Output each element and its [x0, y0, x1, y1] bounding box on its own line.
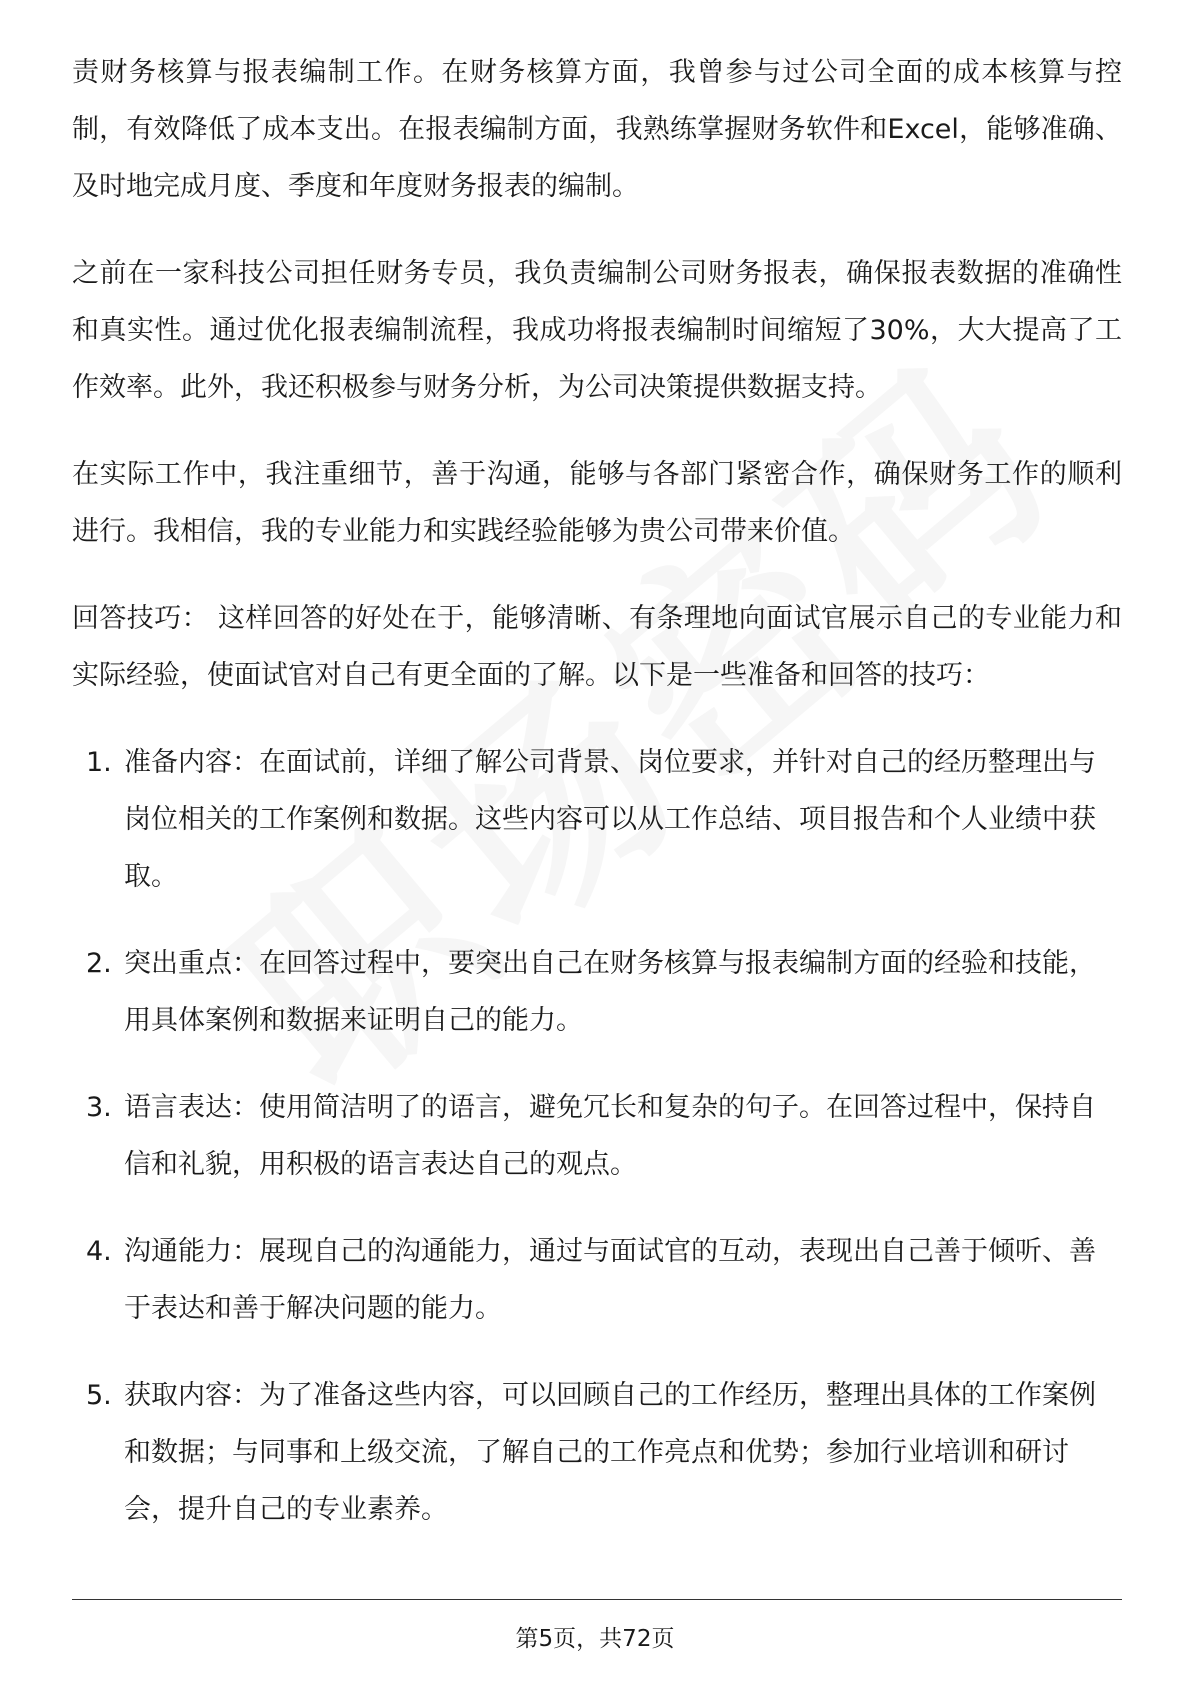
list-item-number: 3.	[86, 1092, 112, 1123]
list-item	[72, 935, 1122, 1049]
list-item-text: 沟通能力：展现自己的沟通能力，通过与面试官的互动，表现出自己善于倾听、善于表达和善于解决问题的能力。	[124, 1236, 1096, 1324]
list-item-number: 4.	[86, 1236, 112, 1267]
list-item	[72, 1367, 1122, 1538]
paragraph-1: 责财务核算与报表编制工作。在财务核算方面，我曾参与过公司全面的成本核算与控制，有效降低了成本支出。在报表编制方面，我熟练掌握财务软件和Excel，能够准确、及时地完成月度、季度和年度财务报表的编制。	[72, 57, 1122, 202]
list-item-text: 准备内容：在面试前，详细了解公司背景、岗位要求，并针对自己的经历整理出与岗位相关的工作案例和数据。这些内容可以从工作总结、项目报告和个人业绩中获取。	[124, 747, 1096, 892]
list-item	[72, 1079, 1122, 1193]
tips-list	[72, 734, 1122, 1538]
list-item-number: 1.	[86, 747, 112, 778]
list-item-text: 获取内容：为了准备这些内容，可以回顾自己的工作经历，整理出具体的工作案例和数据；与同事和上级交流，了解自己的工作亮点和优势；参加行业培训和研讨会，提升自己的专业素养。	[124, 1380, 1096, 1525]
list-item-text: 语言表达：使用简洁明了的语言，避免冗长和复杂的句子。在回答过程中，保持自信和礼貌，用积极的语言表达自己的观点。	[124, 1092, 1096, 1180]
paragraph-2: 之前在一家科技公司担任财务专员，我负责编制公司财务报表，确保报表数据的准确性和真实性。通过优化报表编制流程，我成功将报表编制时间缩短了30%，大大提高了工作效率。此外，我还积极参与财务分析，为公司决策提供数据支持。	[72, 258, 1122, 403]
page-number: 第5页，共72页	[515, 1626, 675, 1652]
page-content	[72, 44, 1122, 1568]
list-item	[72, 1223, 1122, 1337]
list-item-text: 突出重点：在回答过程中，要突出自己在财务核算与报表编制方面的经验和技能，用具体案例和数据来证明自己的能力。	[124, 948, 1096, 1036]
list-item	[72, 734, 1122, 905]
list-item-number: 2.	[86, 948, 112, 979]
answer-tips-paragraph: 回答技巧： 这样回答的好处在于，能够清晰、有条理地向面试官展示自己的专业能力和实际经验，使面试官对自己有更全面的了解。以下是一些准备和回答的技巧：	[72, 603, 1122, 691]
footer-divider	[72, 1599, 1122, 1600]
list-item-number: 5.	[86, 1380, 112, 1411]
paragraph-3: 在实际工作中，我注重细节，善于沟通，能够与各部门紧密合作，确保财务工作的顺利进行。我相信，我的专业能力和实践经验能够为贵公司带来价值。	[72, 459, 1122, 547]
